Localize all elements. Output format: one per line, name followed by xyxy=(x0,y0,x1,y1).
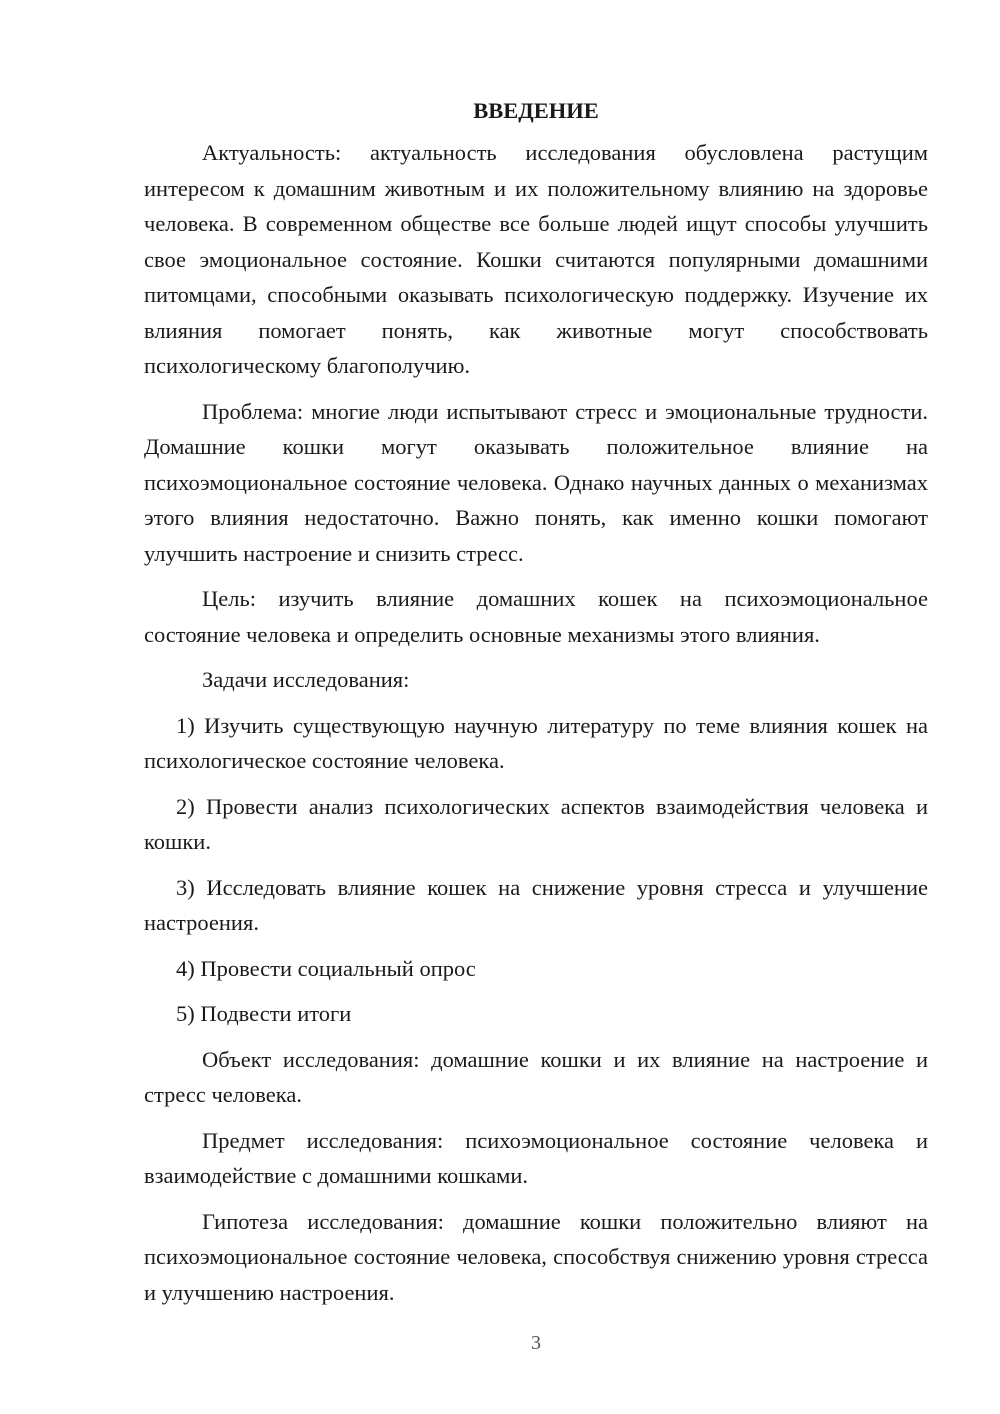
section-title: ВВЕДЕНИЕ xyxy=(473,98,599,123)
task-item-5: 5) Подвести итоги xyxy=(176,1001,352,1026)
goal-paragraph: Цель: изучить влияние домашних кошек на психоэмоциональное состояние человека и определить основные механизмы этого влияния. xyxy=(144,586,928,647)
task-item-1: 1) Изучить существующую научную литературу по теме влияния кошек на психологическое состояние человека. xyxy=(144,712,928,773)
object-paragraph: Объект исследования: домашние кошки и их влияние на настроение и стресс человека. xyxy=(144,1046,928,1107)
page-number: 3 xyxy=(531,1332,541,1354)
hypothesis-paragraph: Гипотеза исследования: домашние кошки положительно влияют на психоэмоциональное состояние человека, способствуя снижению уровня стресса и улучшению настроения. xyxy=(144,1208,928,1305)
task-item-3: 3) Исследовать влияние кошек на снижение уровня стресса и улучшение настроения. xyxy=(144,874,928,935)
page-content xyxy=(144,96,928,1320)
subject-paragraph: Предмет исследования: психоэмоциональное состояние человека и взаимодействие с домашними кошками. xyxy=(144,1127,928,1188)
relevance-paragraph: Актуальность: актуальность исследования обусловлена растущим интересом к домашним животным и их положительному влиянию на здоровье человека. В современном обществе все больше людей ищут способы улучшить свое эмоциональное состояние. Кошки считаются популярными домашними питомцами, способными оказывать психологическую поддержку. Изучение их влияния помогает понять, как животные могут способствовать психологическому благополучию. xyxy=(144,140,928,378)
tasks-heading: Задачи исследования: xyxy=(202,667,410,692)
task-item-4: 4) Провести социальный опрос xyxy=(176,955,476,981)
problem-paragraph: Проблема: многие люди испытывают стресс и эмоциональные трудности. Домашние кошки могут оказывать положительное влияние на психоэмоциональное состояние человека. Однако научных данных о механизмах этого влияния недостаточно. Важно понять, как именно кошки помогают улучшить настроение и снизить стресс. xyxy=(144,398,928,566)
task-item-2: 2) Провести анализ психологических аспектов взаимодействия человека и кошки. xyxy=(144,793,928,854)
